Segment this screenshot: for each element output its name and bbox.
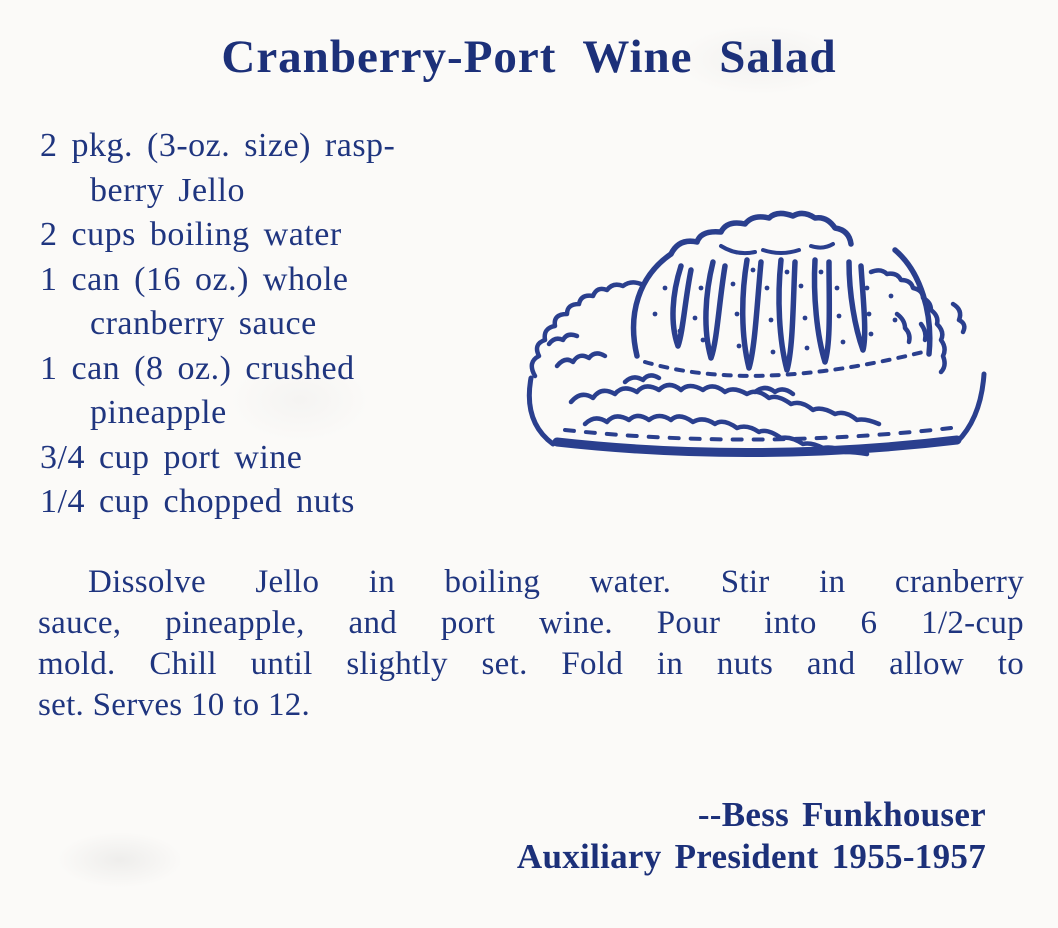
ingredient-line: 3/4 cup port wine: [40, 438, 303, 476]
ingredient-line: berry Jello: [90, 171, 245, 209]
ingredient-line: pineapple: [90, 394, 227, 431]
platter: [529, 374, 984, 453]
attribution: [517, 794, 986, 878]
ingredient-line: cranberry sauce: [90, 305, 317, 342]
instructions-line: mold. Chill until slightly set. Fold in nuts and allow to: [38, 646, 1024, 682]
instructions-line: Dissolve Jello in boiling water. Stir in cranberry: [88, 564, 1024, 600]
ingredient-line: 2 cups boiling water: [40, 216, 342, 253]
instructions-line: sauce, pineapple, and port wine. Pour into 6 1/2-cup: [38, 605, 1024, 641]
instructions-line: set. Serves 10 to 12.: [38, 687, 311, 723]
mold-rim-arcs: [721, 244, 833, 253]
mold-ribs: [673, 260, 865, 370]
instructions-paragraph: [38, 562, 1024, 726]
ingredient-line: 1 can (8 oz.) crushed: [40, 349, 355, 387]
attribution-role: Auxiliary President 1955-1957: [516, 837, 986, 876]
attribution-name: --Bess Funkhouser: [697, 795, 986, 834]
ingredient-line: 1/4 cup chopped nuts: [40, 483, 355, 520]
ingredient-line: 2 pkg. (3-oz. size) rasp-: [40, 127, 396, 164]
recipe-title: Cranberry-Port Wine Salad: [221, 31, 837, 83]
jello-mold-illustration-icon: [505, 196, 1010, 468]
ingredient-line: 1 can (16 oz.) whole: [40, 260, 349, 298]
ingredients-list: [40, 124, 520, 525]
